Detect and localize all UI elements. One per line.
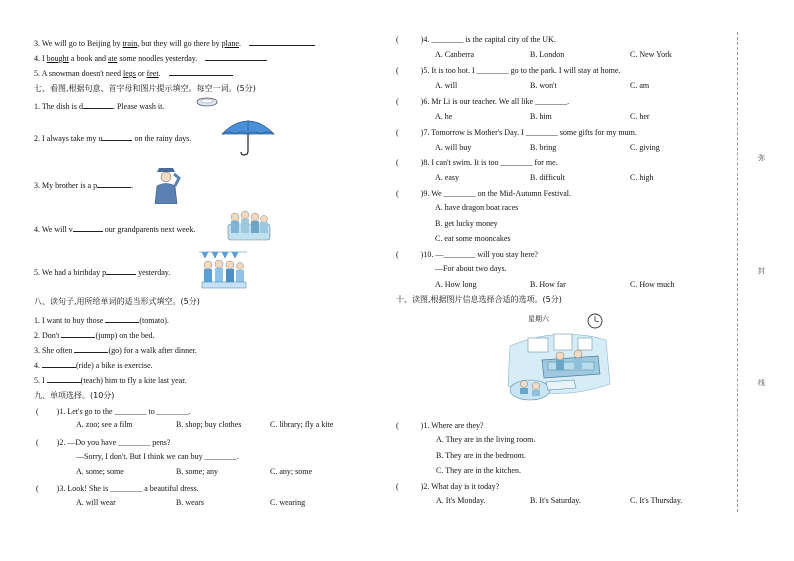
mc-q10-option-b[interactable]: B. How far <box>530 280 566 289</box>
answer-bracket[interactable] <box>39 437 57 445</box>
answer-bracket[interactable] <box>399 249 421 257</box>
mc-question-7: ( )7. Tomorrow is Mother's Day. I ________ some gifts for my mum. <box>396 128 637 137</box>
answer-bracket[interactable] <box>399 481 421 489</box>
birthday-party-icon <box>198 248 248 290</box>
mc-q5-option-a[interactable]: A. will <box>435 81 458 90</box>
dish-icon <box>196 94 218 108</box>
answer-blank[interactable] <box>61 329 95 338</box>
read-q1-option-c[interactable]: C. They are in the kitchen. <box>436 466 521 475</box>
mc-q1-option-b[interactable]: B. shop; buy clothes <box>176 420 242 429</box>
mc-q2-option-c[interactable]: C. any; some <box>270 467 312 476</box>
s8-item-1: 1. I want to buy those (tomato). <box>34 316 169 325</box>
margin-char-3: 线 <box>758 379 765 387</box>
s7-item-5: 5. We had a birthday p yesterday. <box>34 268 171 277</box>
binding-margin-line <box>737 32 738 512</box>
mc-q1-option-a[interactable]: A. zoo; see a film <box>76 420 133 429</box>
answer-blank[interactable] <box>47 374 81 383</box>
answer-bracket[interactable] <box>399 127 421 135</box>
mc-q5-option-c[interactable]: C. am <box>630 81 650 90</box>
mc-q4-option-a[interactable]: A. Canberra <box>435 50 475 59</box>
mc-question-5: ( )5. It is too hot. I ________ go to the park. I will stay at home. <box>396 66 621 75</box>
s6-item-3: 3. We will go to Beijing by train, but they will go there by plane. <box>34 37 315 49</box>
read-q2-option-b[interactable]: B. It's Saturday. <box>530 496 581 505</box>
margin-char-1: 弥 <box>758 154 765 162</box>
read-q1-option-b[interactable]: B. They are in the bedroom. <box>436 451 526 460</box>
mc-q8-option-c[interactable]: C. high <box>630 173 654 182</box>
answer-bracket[interactable] <box>399 96 421 104</box>
mc-q7-option-a[interactable]: A. will buy <box>435 143 472 152</box>
answer-blank[interactable] <box>42 359 76 368</box>
grandparents-family-icon <box>226 206 272 242</box>
mc-q7-option-b[interactable]: B. bring <box>530 143 557 152</box>
answer-bracket[interactable] <box>39 483 57 491</box>
picture-day-label: 星期六 <box>528 315 549 323</box>
mc-q6-option-a[interactable]: A. he <box>435 112 453 121</box>
answer-blank[interactable] <box>102 132 132 141</box>
s6-item-4: 4. I bought a book and ate some noodles yesterday. <box>34 52 267 64</box>
umbrella-icon <box>220 114 276 158</box>
answer-blank[interactable] <box>205 52 267 61</box>
mc-q10-option-c[interactable]: C. How much <box>630 280 675 289</box>
answer-bracket[interactable] <box>399 34 421 42</box>
mc-q1-option-c[interactable]: C. library; fly a kite <box>270 420 334 429</box>
mc-q3-option-b[interactable]: B. wears <box>176 498 204 507</box>
read-q2-option-a[interactable]: A. It's Monday. <box>436 496 486 505</box>
mc-question-2: ( )2. —Do you have ________ pens? <box>36 438 171 447</box>
mc-question-3: ( )3. Look! She is ________ a beautiful dress. <box>36 484 199 493</box>
mc-question-9: ( )9. We ________ on the Mid-Autumn Festival. <box>396 189 571 198</box>
mc-question-6: ( )6. Mr Li is our teacher. We all like ________. <box>396 97 570 106</box>
answer-blank[interactable] <box>97 179 131 188</box>
read-question-1: ( )1. Where are they? <box>396 421 484 430</box>
answer-blank[interactable] <box>169 67 233 76</box>
answer-blank[interactable] <box>106 266 136 275</box>
mc-q5-option-b[interactable]: B. won't <box>530 81 557 90</box>
section-10-title: 十、读图,根据图片信息选择合适的选项。(5分) <box>396 295 562 304</box>
mc-question-4: ( )4. ________ is the capital city of the UK. <box>396 35 556 44</box>
mc-q10-option-a[interactable]: A. How long <box>435 280 477 289</box>
mc-q3-option-c[interactable]: C. wearing <box>270 498 306 507</box>
mc-question-10: ( )10. —________ will you stay here? <box>396 250 538 259</box>
read-q1-option-a[interactable]: A. They are in the living room. <box>436 435 536 444</box>
answer-bracket[interactable] <box>39 406 57 414</box>
read-question-2: ( )2. What day is it today? <box>396 482 500 491</box>
answer-bracket[interactable] <box>399 65 421 73</box>
mc-q6-option-c[interactable]: C. her <box>630 112 650 121</box>
read-q2-option-c[interactable]: C. It's Thursday. <box>630 496 683 505</box>
section-9-title: 九、单项选择。(10分) <box>34 391 115 400</box>
mc-q3-option-a[interactable]: A. will wear <box>76 498 116 507</box>
mc-q4-option-b[interactable]: B. London <box>530 50 565 59</box>
margin-char-2: 封 <box>758 267 765 275</box>
mc-q2-option-b[interactable]: B. some; any <box>176 467 218 476</box>
s8-item-4: 4. (ride) a bike is exercise. <box>34 361 153 370</box>
s7-item-2: 2. I always take my u on the rainy days. <box>34 134 192 143</box>
answer-blank[interactable] <box>105 314 139 323</box>
answer-bracket[interactable] <box>399 420 421 428</box>
section-8-title: 八、读句子,用所给单词的适当形式填空。(5分) <box>34 297 200 306</box>
mc-q9-option-a[interactable]: A. have dragon boat races <box>435 203 519 212</box>
s7-item-1: 1. The dish is d . Please wash it. <box>34 102 165 111</box>
mc-q7-option-c[interactable]: C. giving <box>630 143 660 152</box>
mc-q8-option-b[interactable]: B. difficult <box>530 173 565 182</box>
section-7-title: 七、看图,根据句意、首字母和图片提示填空。每空一词。(5分) <box>34 84 256 93</box>
mc-q8-option-a[interactable]: A. easy <box>435 173 459 182</box>
mc-q9-option-c[interactable]: C. eat some mooncakes <box>435 234 511 243</box>
s8-item-5: 5. I (teach) him to fly a kite last year. <box>34 376 187 385</box>
mc-q9-option-b[interactable]: B. get lucky money <box>435 219 498 228</box>
s8-item-3: 3. She often (go) for a walk after dinner. <box>34 346 197 355</box>
mc-q4-option-c[interactable]: C. New York <box>630 50 672 59</box>
answer-bracket[interactable] <box>399 188 421 196</box>
s6-item-5: 5. A snowman doesn't need legs or feet. <box>34 67 233 79</box>
mc-q6-option-b[interactable]: B. him <box>530 112 552 121</box>
mc-q2-reply: —Sorry, I don't. But I think we can buy ________. <box>76 452 239 461</box>
answer-bracket[interactable] <box>399 157 421 165</box>
living-room-picture <box>498 310 618 406</box>
mc-question-8: ( )8. I can't swim. It is too ________ for me. <box>396 158 558 167</box>
mc-q10-reply: —For about two days. <box>435 264 507 273</box>
answer-blank[interactable] <box>74 344 108 353</box>
s7-item-4: 4. We will v our grandparents next week. <box>34 225 196 234</box>
s7-item-3: 3. My brother is a p . <box>34 181 134 190</box>
answer-blank[interactable] <box>249 37 315 46</box>
answer-blank[interactable] <box>83 100 113 109</box>
answer-blank[interactable] <box>73 223 103 232</box>
policeman-icon <box>150 162 182 204</box>
mc-q2-option-a[interactable]: A. some; some <box>76 467 124 476</box>
s8-item-2: 2. Don't (jump) on the bed. <box>34 331 155 340</box>
mc-question-1: ( )1. Let's go to the ________ to ________. <box>36 407 191 416</box>
